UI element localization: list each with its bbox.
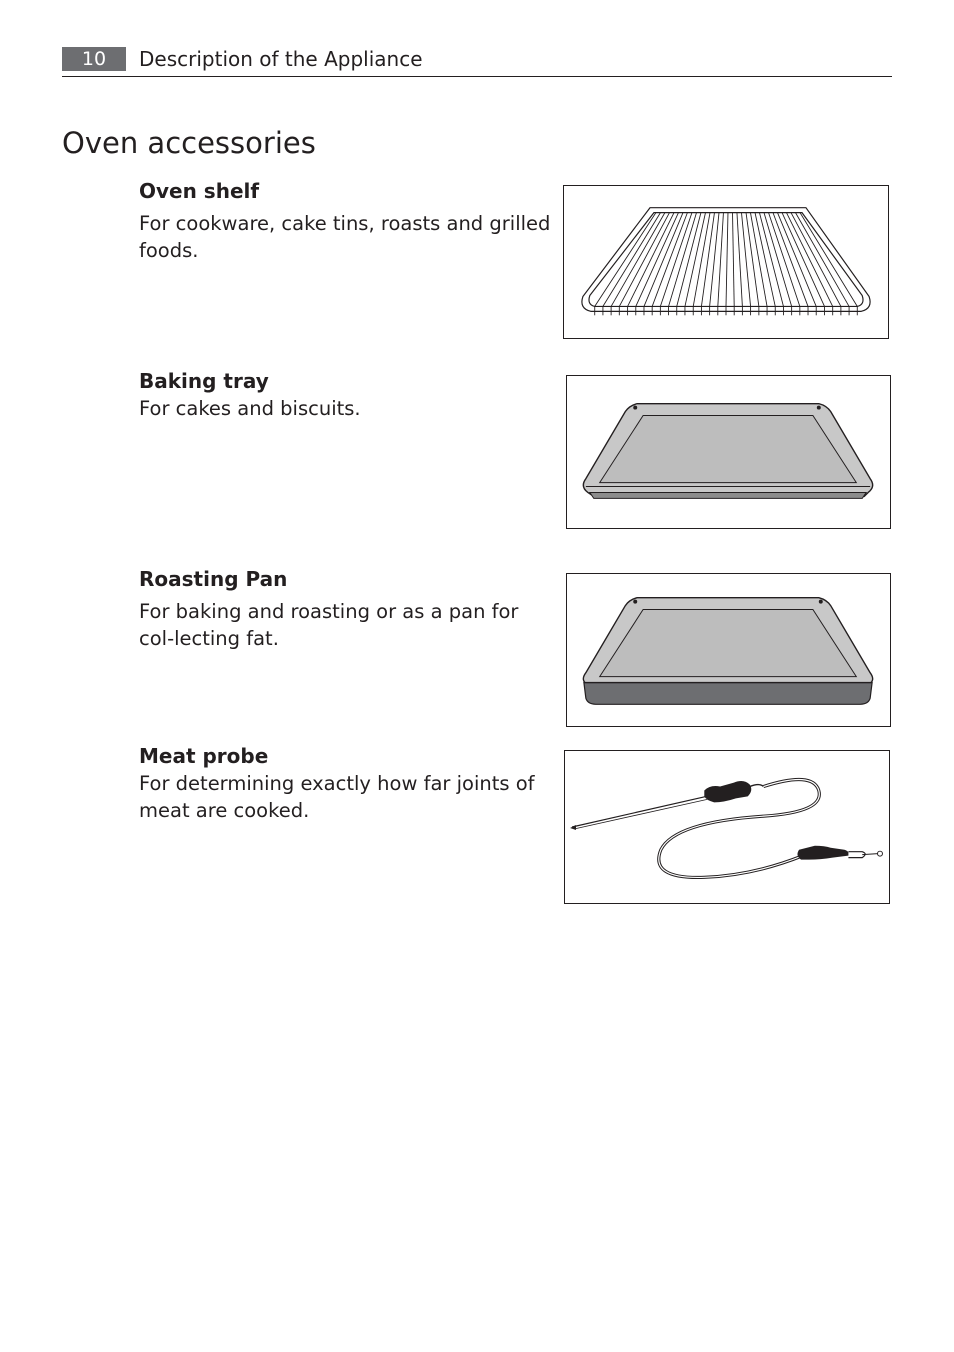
shelf-rod — [741, 213, 750, 307]
meat-probe-image — [565, 751, 889, 903]
shelf-rod — [737, 213, 742, 307]
shelf-rod — [619, 213, 669, 307]
baking-tray-illustration — [566, 375, 891, 529]
page-number: 10 — [62, 47, 126, 71]
roasting-pan-description: For baking and roasting or as a pan for col-lecting fat. — [139, 600, 519, 650]
shelf-rod — [759, 213, 783, 307]
shelf-rod — [791, 213, 841, 307]
shelf-rod — [644, 213, 683, 307]
shelf-rod — [746, 213, 759, 307]
shelf-rod — [733, 213, 735, 307]
shelf-rod — [769, 213, 800, 307]
shelf-rod — [628, 213, 674, 307]
meat-probe-description: For determining exactly how far joints of meat are cooked. — [139, 772, 535, 822]
oven-shelf-description: For cookware, cake tins, roasts and grilled foods. — [139, 212, 551, 262]
shelf-rod — [660, 213, 692, 307]
shelf-rod — [750, 213, 767, 307]
shelf-rod — [595, 213, 656, 307]
meat-probe-title: Meat probe — [139, 744, 269, 768]
shelf-rod — [685, 213, 706, 307]
oven-shelf-illustration — [563, 185, 889, 339]
section-title: Oven accessories — [62, 126, 316, 160]
shelf-rod — [718, 213, 724, 307]
roasting-pan-image — [567, 574, 890, 726]
page-header — [62, 46, 892, 77]
roasting-pan-illustration — [566, 573, 891, 727]
baking-tray-description: For cakes and biscuits. — [139, 397, 361, 420]
shelf-rod — [726, 213, 728, 307]
header-title: Description of the Appliance — [139, 47, 423, 71]
oven-shelf-title: Oven shelf — [139, 179, 260, 203]
shelf-rod — [677, 213, 701, 307]
meat-probe-illustration — [564, 750, 890, 904]
oven-shelf-image — [564, 186, 888, 338]
shelf-rod — [710, 213, 719, 307]
shelf-rod — [800, 213, 857, 307]
baking-tray-image — [567, 376, 890, 528]
roasting-pan-title: Roasting Pan — [139, 567, 288, 591]
shelf-rod — [755, 213, 775, 307]
shelf-rod — [778, 213, 817, 307]
shelf-rod — [787, 213, 833, 307]
baking-tray-title: Baking tray — [139, 369, 269, 393]
